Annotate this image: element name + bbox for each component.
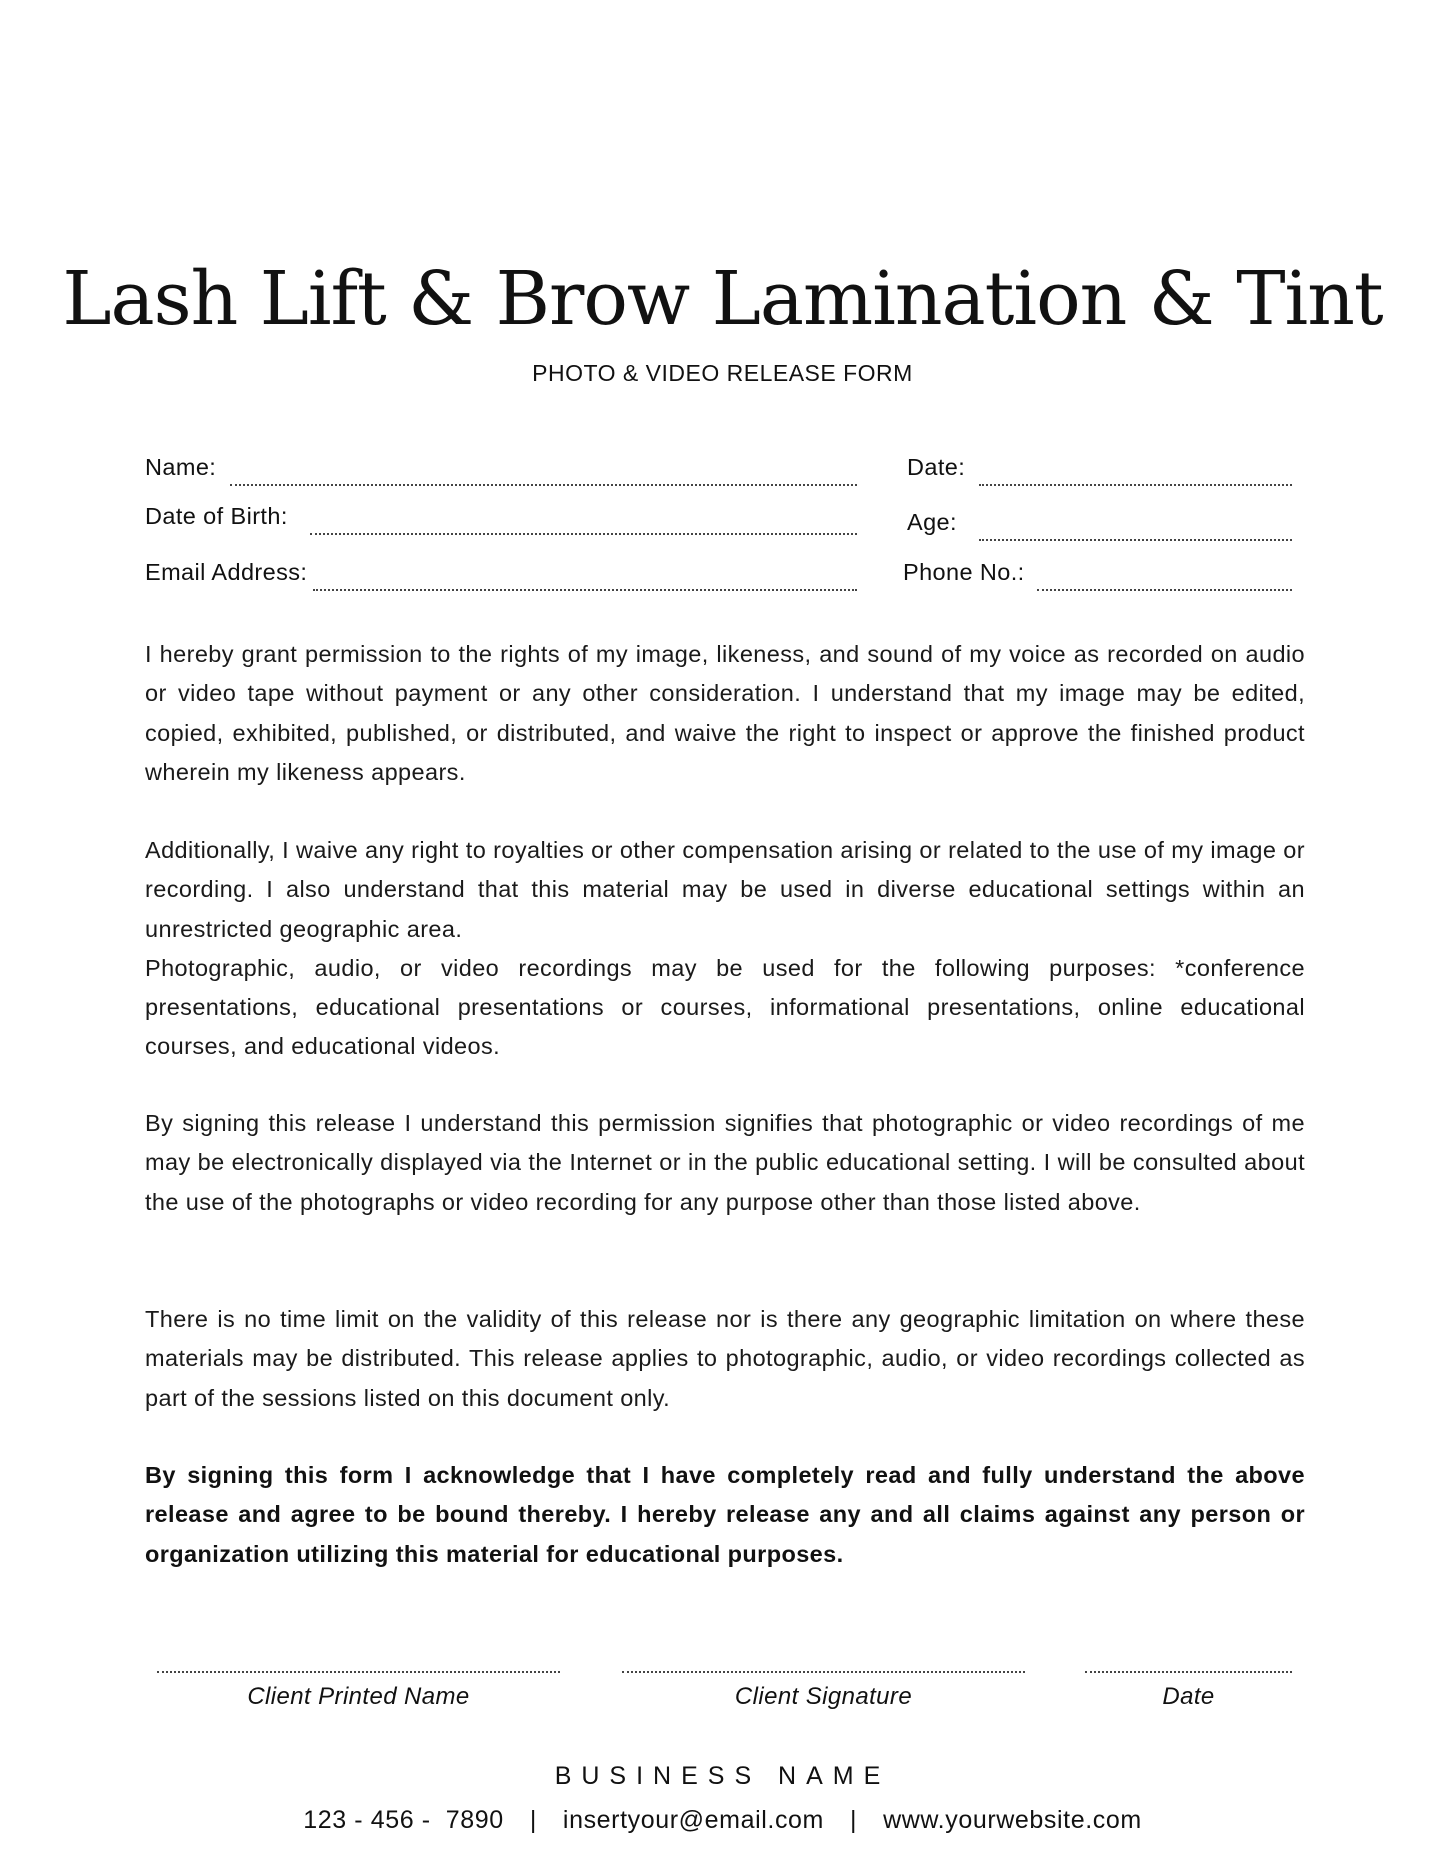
paragraph-text: By signing this release I understand this permission signifies that photographic or video recordings of me may be electronically displayed via the Internet or in the public educational setting. I will be consulted about the use of the photographs or video recording for any purpose other than those listed above. bbox=[145, 1110, 1305, 1215]
name-line[interactable] bbox=[230, 484, 857, 486]
age-label: Age: bbox=[907, 509, 957, 535]
release-paragraph-3 bbox=[145, 1104, 1305, 1222]
phone-line[interactable] bbox=[1037, 589, 1292, 591]
name-field[interactable] bbox=[145, 456, 857, 480]
age-line[interactable] bbox=[979, 539, 1292, 541]
separator: | bbox=[849, 1806, 858, 1834]
email-field[interactable] bbox=[145, 561, 857, 585]
signature-caption: Client Signature bbox=[734, 1683, 913, 1710]
signature-block[interactable] bbox=[622, 1671, 1025, 1711]
paragraph-text: By signing this form I acknowledge that I have completely read and fully understand the above release and agree to be bound thereby. I hereby release any and all claims against any person or organization utilizing this material for educational purposes. bbox=[145, 1462, 1305, 1567]
form-subtitle: PHOTO & VIDEO RELEASE FORM bbox=[532, 360, 913, 386]
signature-date-caption: Date bbox=[1162, 1683, 1215, 1710]
paragraph-text: There is no time limit on the validity of this release nor is there any geographic limitation on where these materials may be distributed. This release applies to photographic, audio, or video recordings collected as part of the sessions listed on this document only. bbox=[145, 1306, 1305, 1411]
name-label: Name: bbox=[145, 454, 217, 480]
date-signature-block[interactable] bbox=[1085, 1671, 1292, 1711]
acknowledgement-paragraph bbox=[145, 1456, 1305, 1574]
date-line[interactable] bbox=[979, 484, 1292, 486]
release-paragraph-4 bbox=[145, 1300, 1305, 1418]
phone-field[interactable] bbox=[903, 561, 1292, 585]
phone-number: 123 - 456 - 7890 bbox=[303, 1806, 504, 1834]
printed-name-signature-block[interactable] bbox=[157, 1671, 560, 1711]
dob-line[interactable] bbox=[310, 533, 857, 535]
paragraph-text: I hereby grant permission to the rights of my image, likeness, and sound of my voice as recorded on audio or video tape without payment or any other consideration. I understand that my image may be edited, copied, exhibited, published, or distributed, and waive the right to inspect or approve the finished product wherein my likeness appears. bbox=[145, 641, 1305, 785]
form-title: Lash Lift & Brow Lamination & Tint bbox=[62, 256, 1383, 342]
release-paragraph-1 bbox=[145, 635, 1305, 792]
age-field[interactable] bbox=[907, 511, 1292, 535]
date-label: Date: bbox=[907, 454, 966, 480]
paragraph-text: Additionally, I waive any right to royalties or other compensation arising or related to the use of my image or recording. I also understand that this material may be used in diverse educational settings within an unrestricted geographic area. bbox=[145, 837, 1305, 942]
contact-info bbox=[0, 1806, 1445, 1835]
website: www.yourwebsite.com bbox=[883, 1806, 1142, 1834]
release-paragraph-2 bbox=[145, 831, 1305, 1067]
separator: | bbox=[529, 1806, 537, 1834]
email-label: Email Address: bbox=[145, 559, 308, 585]
printed-name-line[interactable] bbox=[157, 1671, 560, 1673]
email-line[interactable] bbox=[313, 589, 857, 591]
signature-date-line[interactable] bbox=[1085, 1671, 1292, 1673]
email-address: insertyour@email.com bbox=[562, 1806, 824, 1834]
paragraph-text: Photographic, audio, or video recordings may be used for the following purposes: *conference presentations, educational presentations or courses, informational presentations, online educational courses, and educational videos. bbox=[145, 954, 1305, 1060]
printed-name-caption: Client Printed Name bbox=[247, 1683, 470, 1710]
dob-field[interactable] bbox=[145, 505, 857, 529]
phone-label: Phone No.: bbox=[903, 559, 1025, 585]
signature-line[interactable] bbox=[622, 1671, 1025, 1673]
date-field[interactable] bbox=[907, 456, 1292, 480]
dob-label: Date of Birth: bbox=[145, 503, 288, 529]
business-name: BUSINESS NAME bbox=[554, 1762, 891, 1790]
